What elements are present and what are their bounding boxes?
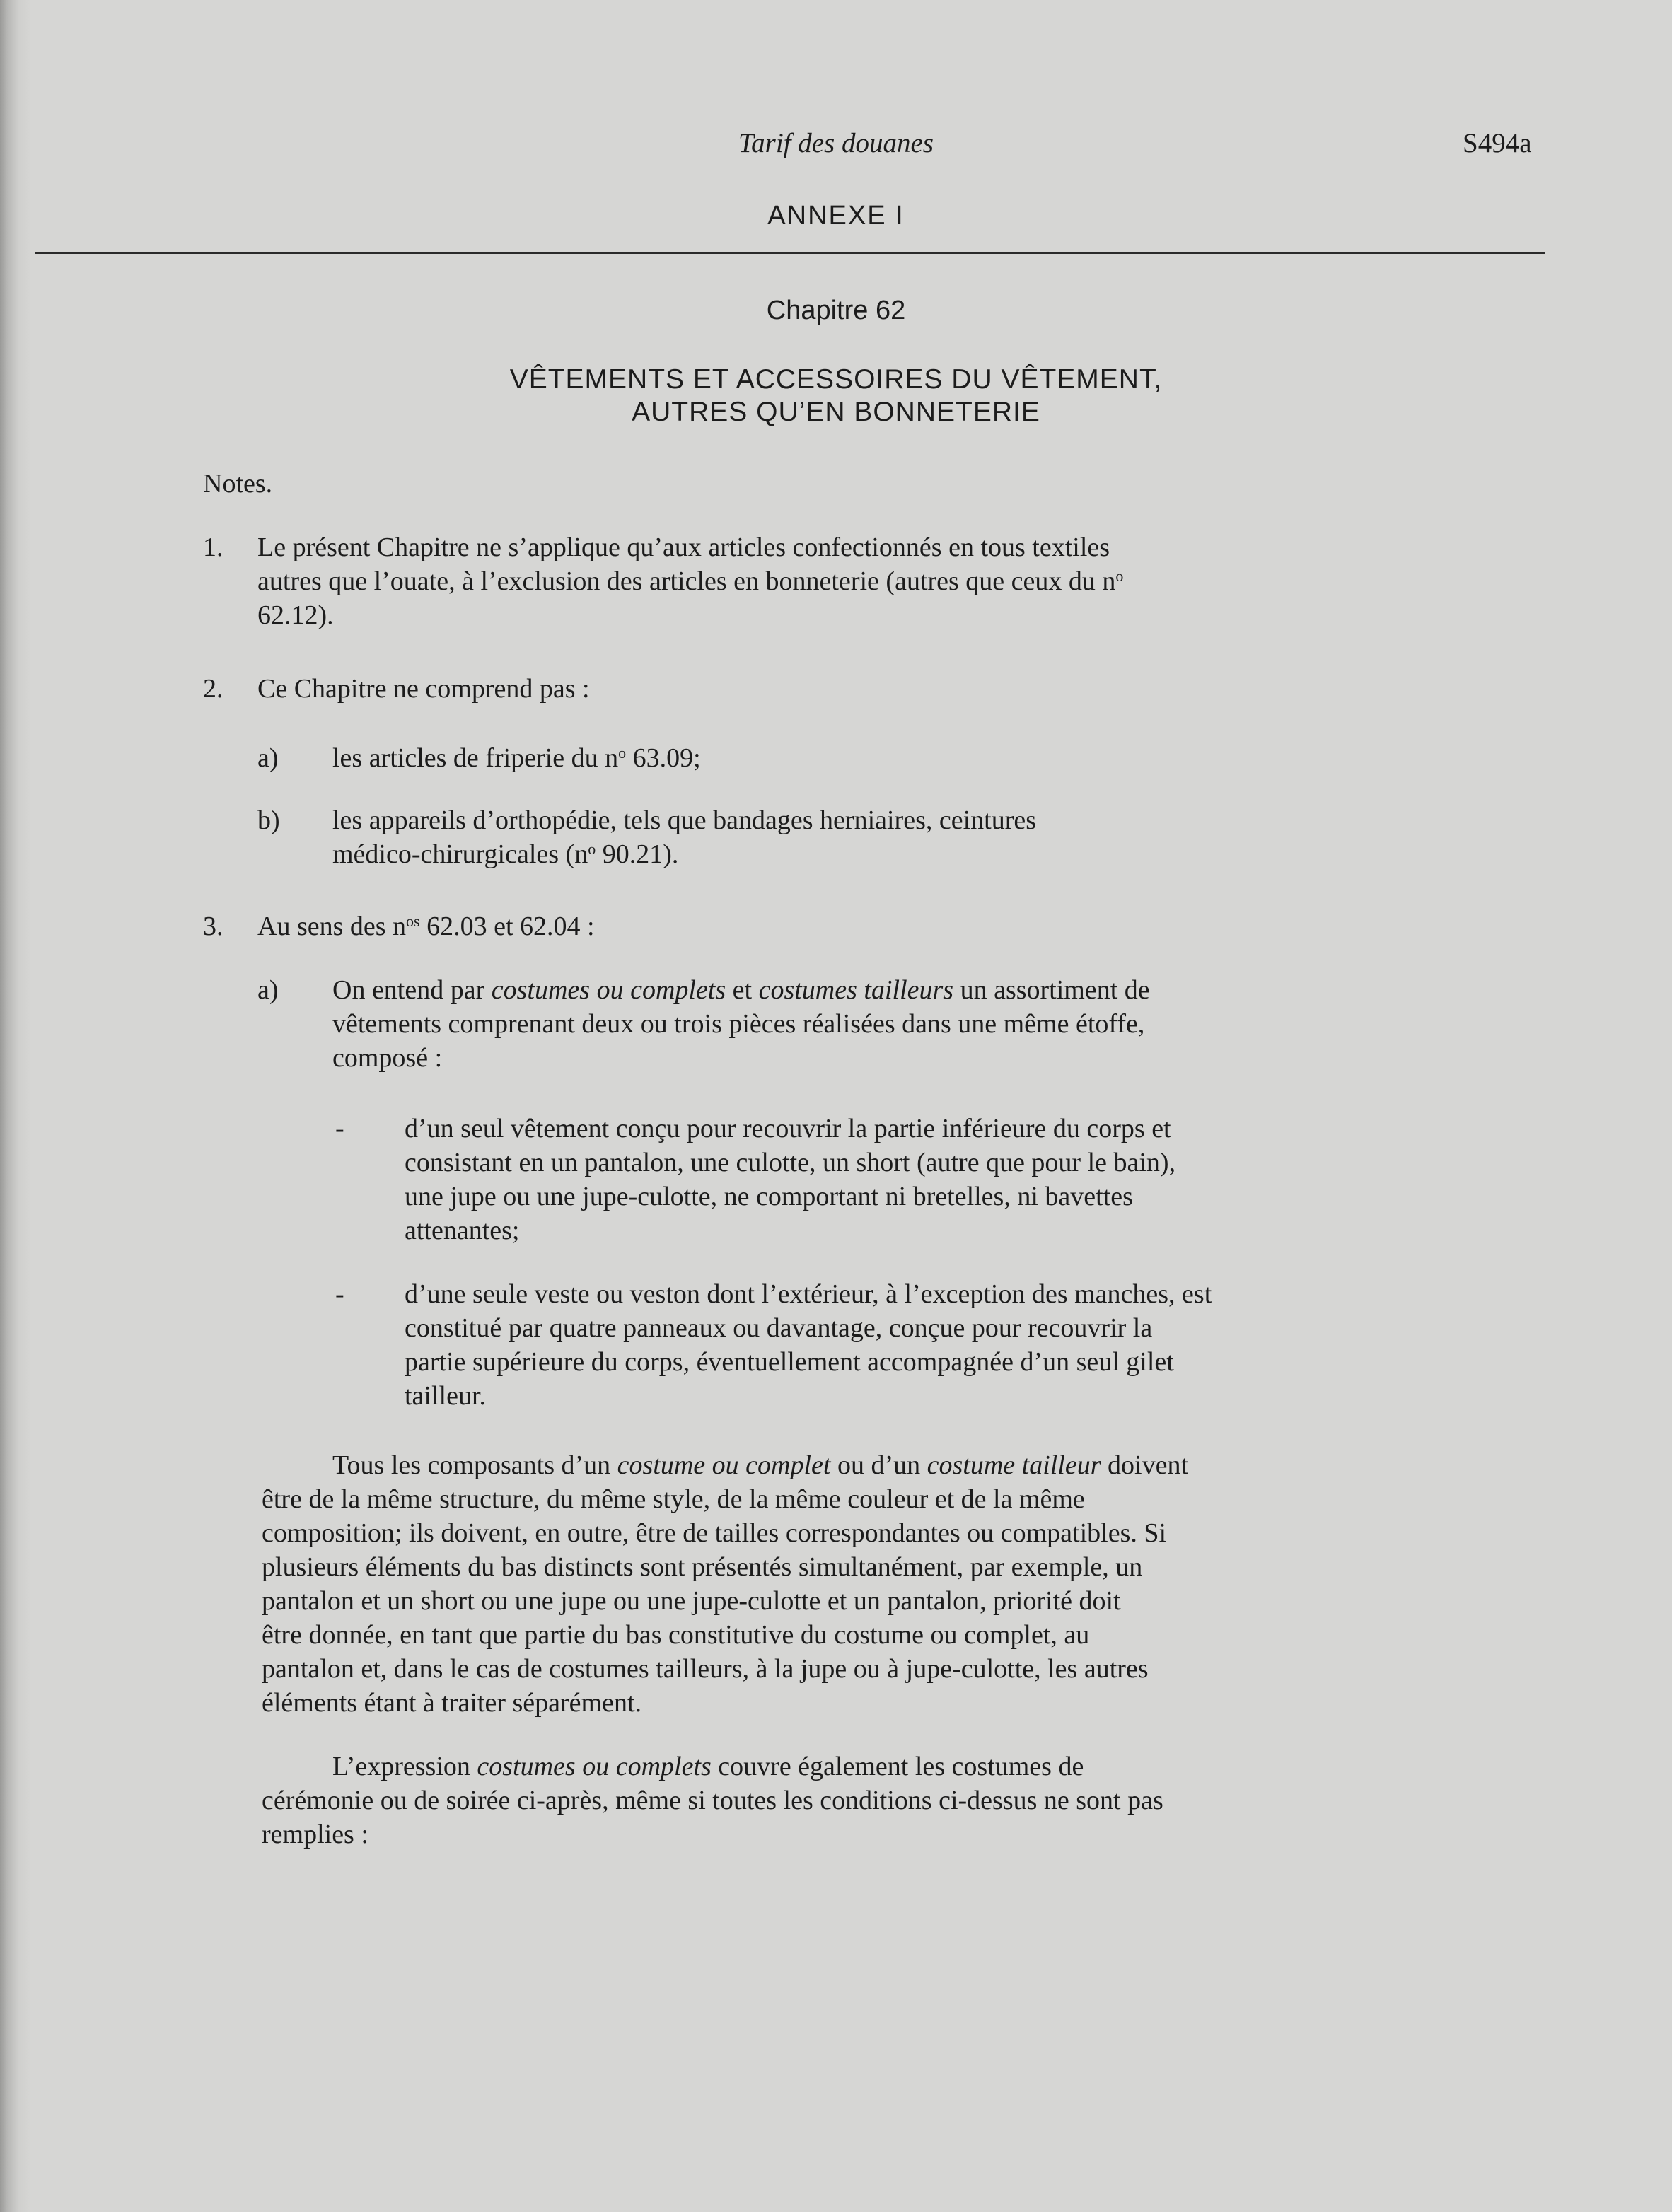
note3-a-line1-part1: On entend par — [332, 975, 492, 1005]
note3-p1-part2: ou d’un — [830, 1450, 927, 1480]
chapter-label: Chapitre 62 — [766, 296, 906, 325]
note3-p1-em2: costume tailleur — [927, 1450, 1101, 1480]
note3-p2-line2: cérémonie ou de soirée ci-après, même si toutes les conditions ci-dessus ne sont pas — [262, 1786, 1163, 1815]
note3-a-line1-part2: et — [726, 975, 759, 1005]
note3-a-line1-em2: costumes tailleurs — [758, 975, 954, 1005]
note3-intro — [257, 909, 595, 943]
note3-p1-line8: éléments étant à traiter séparément. — [262, 1688, 642, 1718]
note3-p2-part2: couvre également les costumes de — [711, 1752, 1084, 1781]
running-title: Tarif des douanes — [738, 128, 934, 158]
note3-a-label: a) — [257, 975, 279, 1005]
note3-a-line1 — [332, 973, 1150, 1007]
note2-b-line2-sup: o — [588, 840, 596, 858]
note3-d1-line1: d’un seul vêtement conçu pour recouvrir la partie inférieure du corps et — [405, 1114, 1171, 1143]
note2-b-line2-pre: médico-chirurgicales (n — [332, 839, 588, 869]
note3-p1-part3: doivent — [1101, 1450, 1188, 1480]
header-rule — [35, 252, 1545, 254]
note3-p2-em: costumes ou complets — [477, 1752, 712, 1781]
note3-p1-em1: costume ou complet — [617, 1450, 831, 1480]
note3-dash2: - — [335, 1279, 344, 1309]
note3-p1-line2: être de la même structure, du même style, de la même couleur et de la même — [262, 1484, 1085, 1514]
note3-intro-sup: os — [406, 912, 420, 930]
notes-label: Notes. — [203, 469, 273, 499]
note1-line1: Le présent Chapitre ne s’applique qu’aux articles confectionnés en tous textiles — [257, 532, 1110, 562]
note3-p1-part1: Tous les composants d’un — [332, 1450, 617, 1480]
note1-line2-sup: o — [1115, 567, 1124, 585]
note3-number: 3. — [203, 912, 223, 941]
note2-b-line1: les appareils d’orthopédie, tels que bandages herniaires, ceintures — [332, 805, 1037, 835]
note2-intro: Ce Chapitre ne comprend pas : — [257, 674, 590, 704]
note3-d1-line2: consistant en un pantalon, une culotte, un short (autre que pour le bain), — [405, 1148, 1176, 1177]
note3-p2-line1 — [332, 1750, 1084, 1783]
note1-line2-text: autres que l’ouate, à l’exclusion des articles en bonneterie (autres que ceux du n — [257, 566, 1116, 596]
note3-a-line1-part3: un assortiment de — [953, 975, 1150, 1005]
note3-a-line2: vêtements comprenant deux ou trois pièces réalisées dans une même étoffe, — [332, 1009, 1145, 1039]
note3-a-line3: composé : — [332, 1043, 443, 1073]
note1-number: 1. — [203, 532, 223, 562]
note3-d2-line3: partie supérieure du corps, éventuellement accompagnée d’un seul gilet — [405, 1347, 1174, 1377]
note3-d1-line4: attenantes; — [405, 1216, 520, 1245]
annex-heading: ANNEXE I — [767, 201, 905, 231]
note3-p1-line1 — [332, 1448, 1188, 1482]
note3-d2-line2: constitué par quatre panneaux ou davantage, conçue pour recouvrir la — [405, 1313, 1153, 1343]
note3-d1-line3: une jupe ou une jupe-culotte, ne comportant ni bretelles, ni bavettes — [405, 1182, 1133, 1211]
note2-b-label: b) — [257, 805, 280, 835]
note3-p1-line5: pantalon et un short ou une jupe ou une jupe-culotte et un pantalon, priorité doit — [262, 1586, 1121, 1616]
note2-a-label: a) — [257, 743, 279, 773]
note2-a-post: 63.09; — [626, 743, 701, 773]
chapter-title-line2: AUTRES QU’EN BONNETERIE — [632, 397, 1040, 427]
note3-intro-post: 62.03 et 62.04 : — [419, 912, 595, 941]
note1-line3: 62.12). — [257, 600, 334, 630]
note3-d2-line4: tailleur. — [405, 1381, 487, 1411]
chapter-title — [0, 363, 1672, 429]
note2-a-sup: o — [618, 744, 627, 762]
note3-p2-line3: remplies : — [262, 1820, 368, 1849]
note2-b-line2 — [332, 837, 678, 871]
page-number: S494a — [1463, 128, 1532, 158]
note2-a-pre: les articles de friperie du n — [332, 743, 619, 773]
note3-dash1: - — [335, 1114, 344, 1143]
note3-intro-pre: Au sens des n — [257, 912, 407, 941]
note3-p1-line3: composition; ils doivent, en outre, être de tailles correspondantes ou compatibles. Si — [262, 1518, 1167, 1548]
note3-p2-part1: L’expression — [332, 1752, 477, 1781]
chapter-title-line1: VÊTEMENTS ET ACCESSOIRES DU VÊTEMENT, — [509, 364, 1163, 395]
note3-a-line1-em1: costumes ou complets — [491, 975, 726, 1005]
note3-p1-line6: être donnée, en tant que partie du bas constitutive du costume ou complet, au — [262, 1620, 1090, 1650]
note1-line2 — [257, 564, 1123, 598]
note3-d2-line1: d’une seule veste ou veston dont l’extérieur, à l’exception des manches, est — [405, 1279, 1212, 1309]
note2-b-line2-post: 90.21). — [596, 839, 679, 869]
note2-number: 2. — [203, 674, 223, 704]
note3-p1-line4: plusieurs éléments du bas distincts sont présentés simultanément, par exemple, un — [262, 1552, 1143, 1582]
note2-a-text — [332, 741, 701, 775]
note3-p1-line7: pantalon et, dans le cas de costumes tailleurs, à la jupe ou à jupe-culotte, les autres — [262, 1654, 1149, 1684]
